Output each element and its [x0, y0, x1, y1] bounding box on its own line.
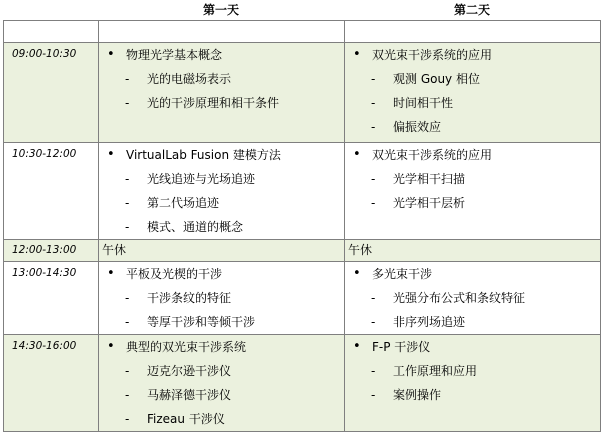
dash-icon: - [371, 388, 376, 402]
time-slot: 13:00-14:30 [12, 267, 77, 279]
bullet-icon: • [107, 266, 115, 281]
dash-icon: - [125, 364, 130, 378]
list-item [99, 262, 344, 286]
sub-item [99, 191, 344, 215]
lunch-label: 午休 [102, 243, 127, 257]
day1-cell [99, 335, 345, 432]
dash-icon: - [371, 196, 376, 210]
list-item [99, 43, 344, 67]
topic-title: 平板及光楔的干涉 [126, 267, 223, 281]
table-row-empty [4, 21, 601, 43]
subtopic: 第二代场追迹 [147, 196, 220, 210]
sub-item [99, 286, 344, 310]
subtopic: 迈克尔逊干涉仪 [147, 364, 232, 378]
table-cell [4, 21, 99, 43]
bullet-icon: • [353, 339, 361, 354]
sub-item [99, 67, 344, 91]
subtopic: 光线追迹与光场追迹 [147, 172, 256, 186]
sub-item [99, 407, 344, 431]
dash-icon: - [125, 291, 130, 305]
sub-item [345, 167, 600, 191]
time-slot: 09:00-10:30 [12, 48, 77, 60]
sub-item [99, 310, 344, 334]
time-slot: 10:30-12:00 [12, 148, 77, 160]
sub-item [345, 359, 600, 383]
sub-item [345, 115, 600, 139]
dash-icon: - [125, 72, 130, 86]
schedule-table [3, 20, 601, 432]
list-item [99, 143, 344, 167]
sub-item [99, 167, 344, 191]
table-cell [99, 21, 345, 43]
header-day1: 第一天 [202, 3, 239, 17]
subtopic: 非序列场追迹 [393, 315, 466, 329]
time-slot: 14:30-16:00 [12, 340, 77, 352]
dash-icon: - [371, 315, 376, 329]
bullet-icon: • [353, 266, 361, 281]
dash-icon: - [125, 412, 130, 426]
bullet-icon: • [107, 147, 115, 162]
sub-item [99, 383, 344, 407]
bullet-icon: • [353, 147, 361, 162]
dash-icon: - [125, 315, 130, 329]
topic-title: 物理光学基本概念 [126, 48, 223, 62]
subtopic: 光的干涉原理和相干条件 [147, 96, 280, 110]
time-slot: 12:00-13:00 [12, 244, 77, 256]
day2-cell [345, 240, 601, 262]
sub-item [99, 359, 344, 383]
topic-title: F-P 干涉仪 [372, 340, 431, 354]
sub-item [99, 91, 344, 115]
topic-title: 典型的双光束干涉系统 [126, 340, 247, 354]
time-cell [4, 143, 99, 240]
time-cell [4, 43, 99, 143]
bullet-icon: • [353, 47, 361, 62]
day2-cell [345, 335, 601, 432]
lunch-label: 午休 [348, 243, 373, 257]
subtopic: 光学相干层析 [393, 196, 466, 210]
sub-item [345, 383, 600, 407]
header-day2: 第二天 [453, 3, 490, 17]
table-cell [345, 21, 601, 43]
sub-item [99, 215, 344, 239]
dash-icon: - [371, 96, 376, 110]
subtopic: 光强分布公式和条纹特征 [393, 291, 526, 305]
subtopic: 等厚干涉和等倾干涉 [147, 315, 256, 329]
subtopic: Fizeau 干涉仪 [147, 412, 225, 426]
bullet-icon: • [107, 47, 115, 62]
dash-icon: - [371, 364, 376, 378]
list-item [345, 262, 600, 286]
subtopic: 偏振效应 [393, 120, 442, 134]
sub-item [345, 191, 600, 215]
dash-icon: - [125, 388, 130, 402]
table-row [4, 43, 601, 143]
topic-title: 双光束干涉系统的应用 [372, 148, 493, 162]
topic-title: 双光束干涉系统的应用 [372, 48, 493, 62]
table-row [4, 335, 601, 432]
dash-icon: - [125, 96, 130, 110]
topic-title: VirtualLab Fusion 建模方法 [126, 148, 281, 162]
time-cell [4, 335, 99, 432]
dash-icon: - [371, 172, 376, 186]
bullet-icon: • [107, 339, 115, 354]
sub-item [345, 91, 600, 115]
subtopic: 光学相干扫描 [393, 172, 466, 186]
topic-title: 多光束干涉 [372, 267, 433, 281]
time-cell [4, 262, 99, 335]
sub-item [345, 310, 600, 334]
day1-cell [99, 240, 345, 262]
sub-item [345, 286, 600, 310]
dash-icon: - [125, 220, 130, 234]
subtopic: 干涉条纹的特征 [147, 291, 232, 305]
dash-icon: - [371, 120, 376, 134]
list-item [345, 335, 600, 359]
subtopic: 工作原理和应用 [393, 364, 478, 378]
day1-cell [99, 143, 345, 240]
list-item [345, 43, 600, 67]
dash-icon: - [371, 291, 376, 305]
list-item [99, 335, 344, 359]
list-item [345, 143, 600, 167]
table-row [4, 262, 601, 335]
day2-cell [345, 43, 601, 143]
day2-cell [345, 262, 601, 335]
subtopic: 观测 Gouy 相位 [393, 72, 480, 86]
subtopic: 模式、通道的概念 [147, 220, 244, 234]
time-cell [4, 240, 99, 262]
subtopic: 光的电磁场表示 [147, 72, 232, 86]
dash-icon: - [371, 72, 376, 86]
table-row [4, 240, 601, 262]
table-row [4, 143, 601, 240]
sub-item [345, 67, 600, 91]
dash-icon: - [125, 172, 130, 186]
subtopic: 时间相干性 [393, 96, 454, 110]
day2-cell [345, 143, 601, 240]
day1-cell [99, 262, 345, 335]
day1-cell [99, 43, 345, 143]
subtopic: 马赫泽德干涉仪 [147, 388, 232, 402]
dash-icon: - [125, 196, 130, 210]
subtopic: 案例操作 [393, 388, 442, 402]
